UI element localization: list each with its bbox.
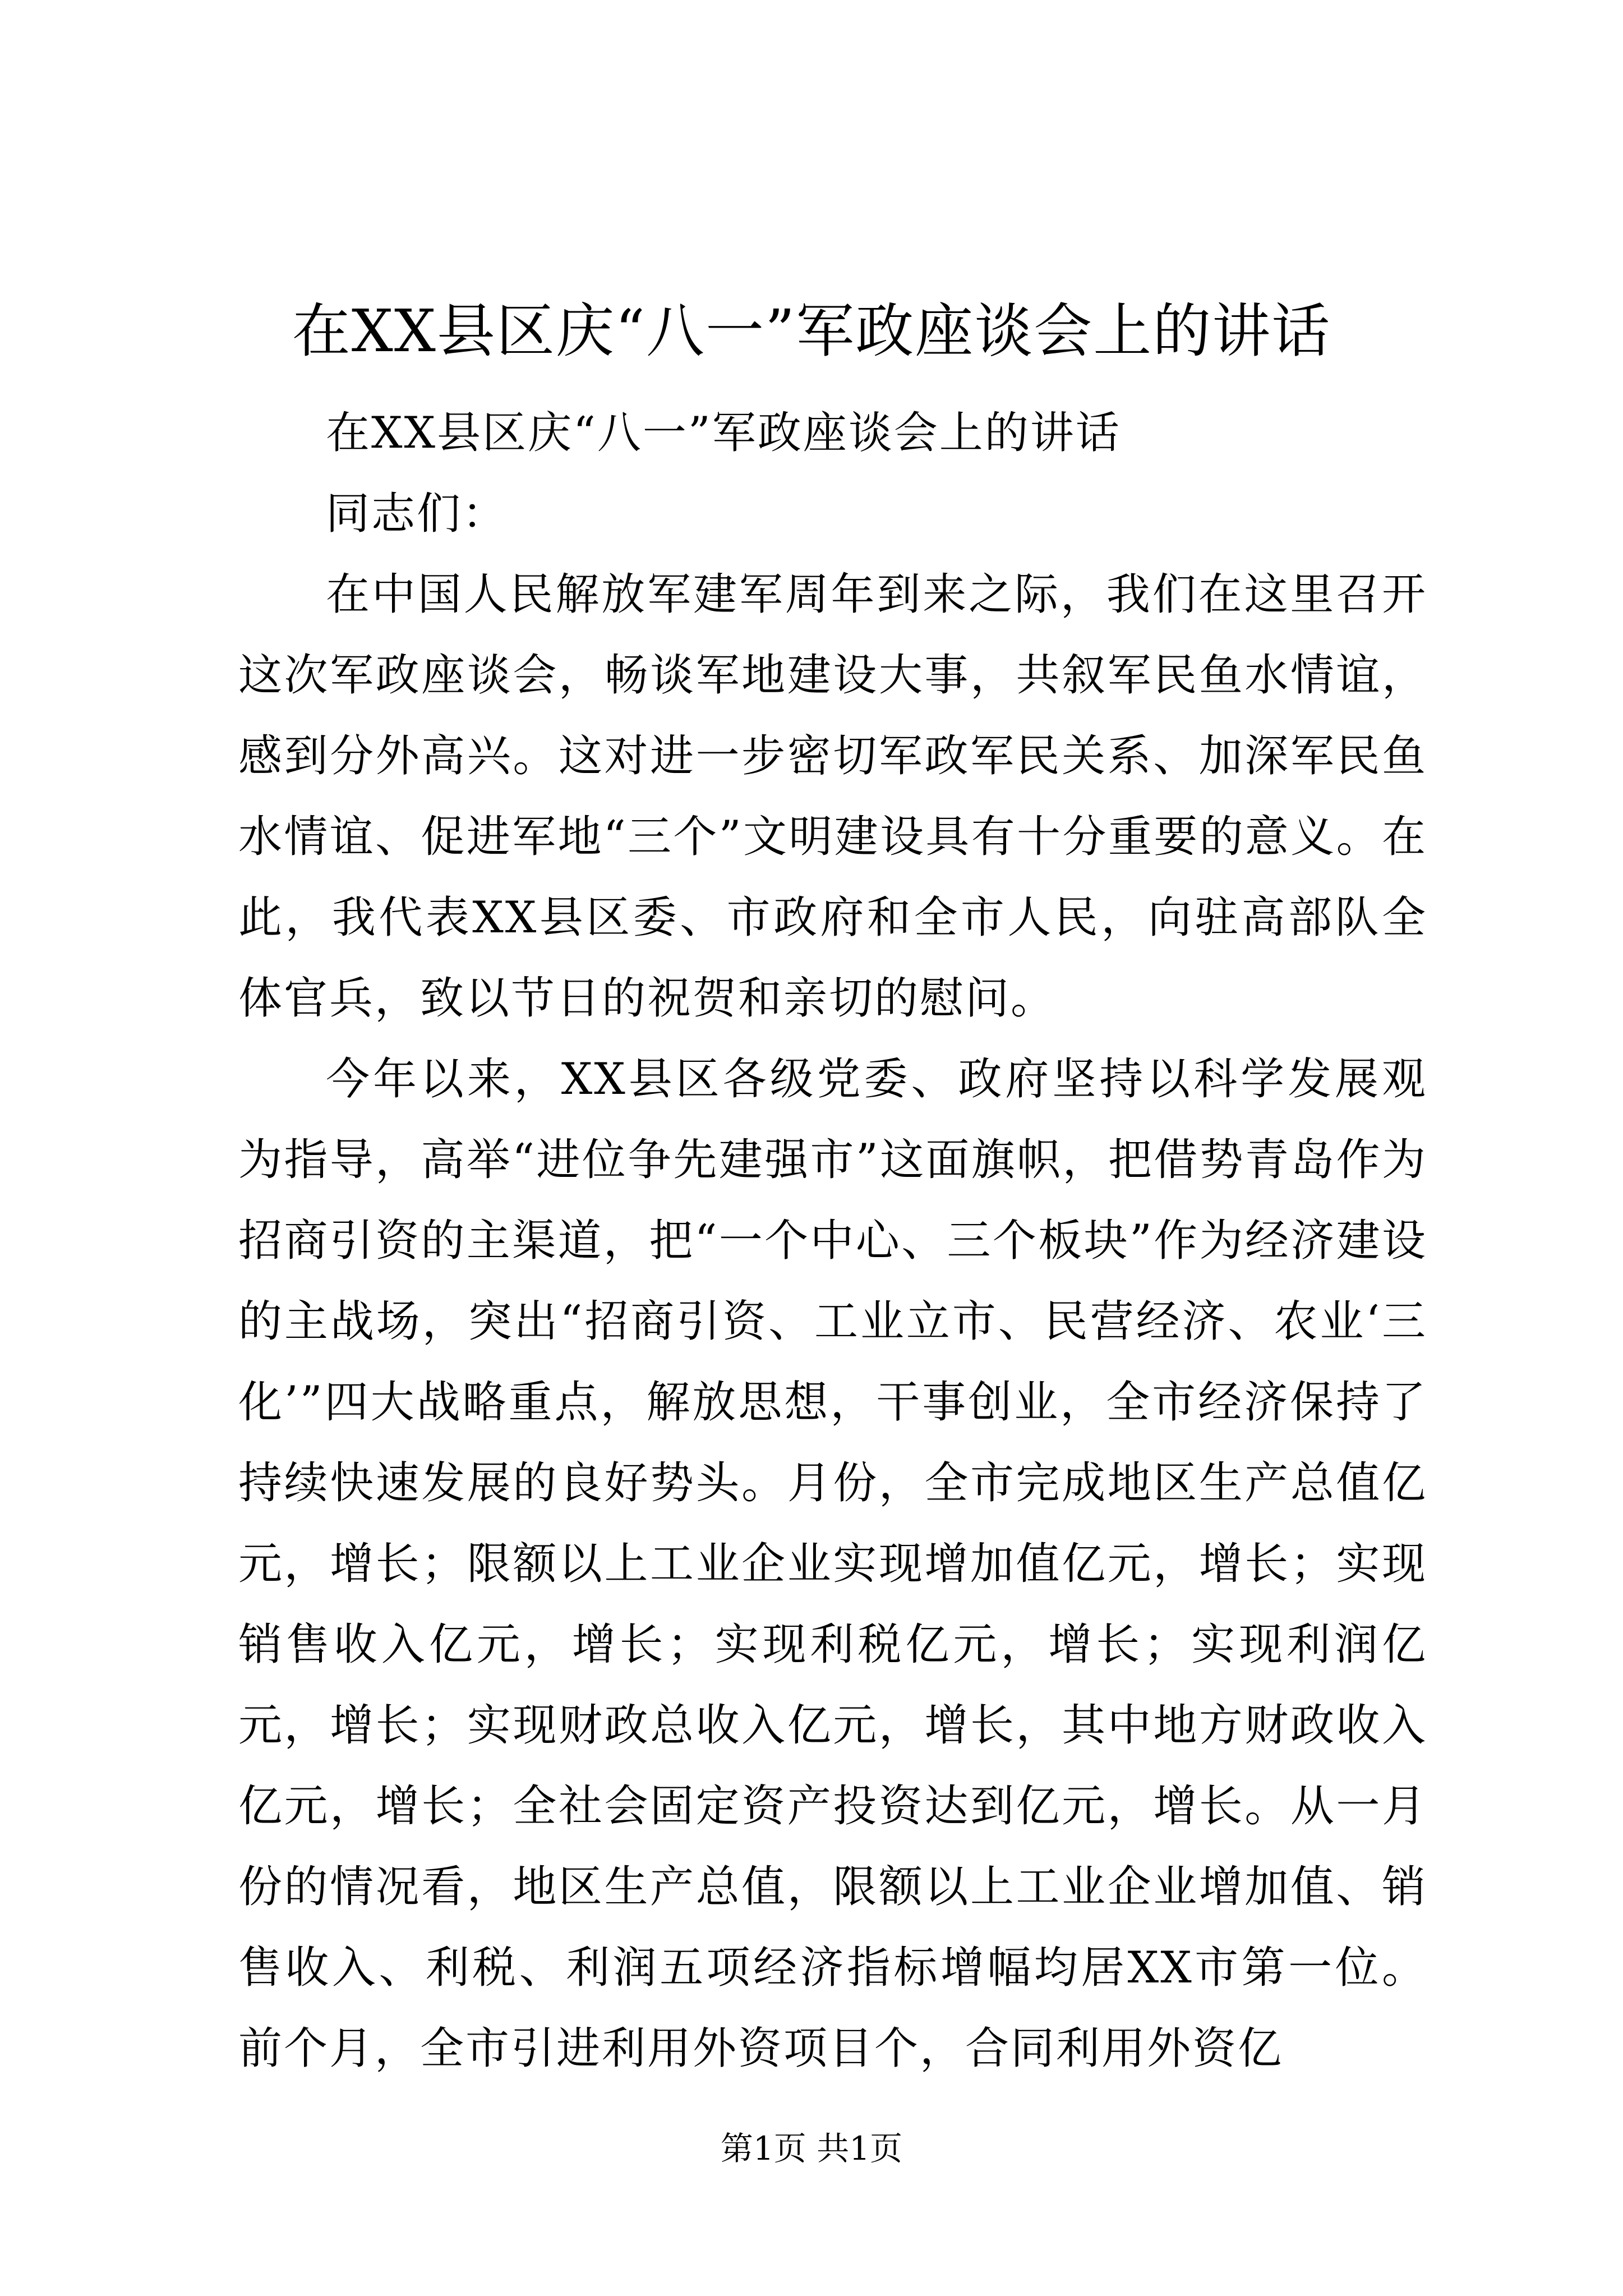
page-footer: 第1页 共1页 [720, 2129, 903, 2168]
document-title: 在XX县区庆“八一”军政座谈会上的讲话 [292, 297, 1331, 365]
document-body [238, 393, 1427, 2089]
subtitle-paragraph: 在XX县区庆“八一”军政座谈会上的讲话 [326, 408, 1121, 458]
body-paragraph: 今年以来，XX县区各级党委、政府坚持以科学发展观为指导，高举“进位争先建强市”这面旗帜，把借势青岛作为招商引资的主渠道，把“一个中心、三个板块”作为经济建设的主战场，突出“招商引资、工业立市、民营经济、农业‘三化’”四大战略重点，解放思想，干事创业，全市经济保持了持续快速发展的良好势头。月份，全市完成地区生产总值亿元，增长；限额以上工业企业实现增加值亿元，增长；实现销售收入亿元，增长；实现利税亿元，增长；实现利润亿元，增长；实现财政总收入亿元，增长，其中地方财政收入亿元，增长；全社会固定资产投资达到亿元，增长。从一月份的情况看，地区生产总值，限额以上工业企业增加值、销售收入、利税、利润五项经济指标增幅均居XX市第一位。前个月，全市引进利用外资项目个，合同利用外资亿 [238, 1054, 1427, 2074]
body-paragraph: 在中国人民解放军建军周年到来之际，我们在这里召开这次军政座谈会，畅谈军地建设大事，共叙军民鱼水情谊，感到分外高兴。这对进一步密切军政军民关系、加深军民鱼水情谊、促进军地“三个”文明建设具有十分重要的意义。在此，我代表XX县区委、市政府和全市人民，向驻高部队全体官兵，致以节日的祝贺和亲切的慰问。 [238, 569, 1427, 1024]
salutation-paragraph: 同志们： [326, 489, 508, 539]
